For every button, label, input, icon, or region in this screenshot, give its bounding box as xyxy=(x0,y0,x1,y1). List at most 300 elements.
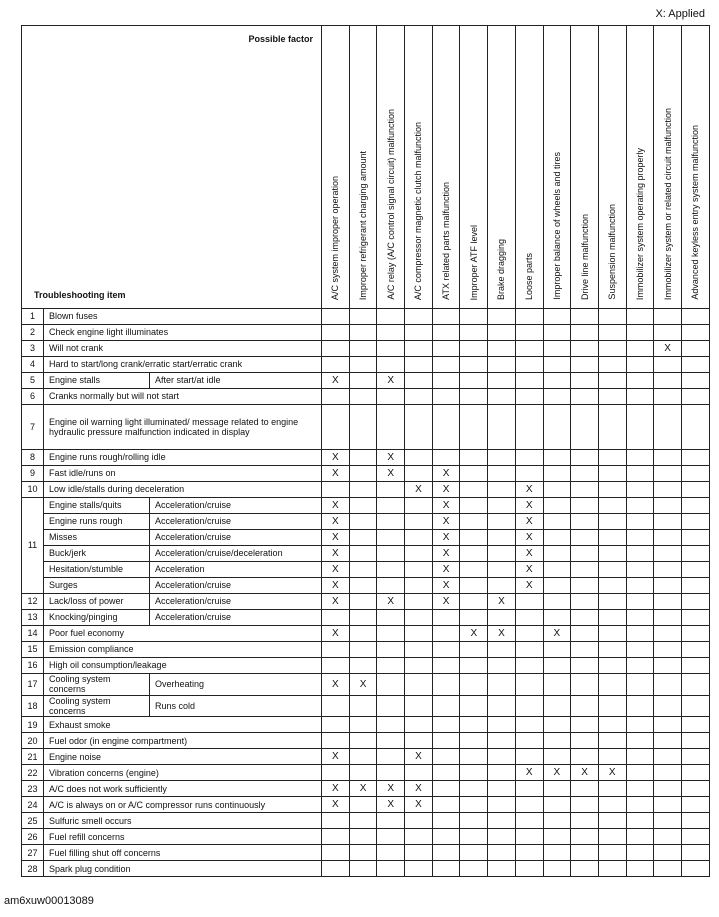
applied-cell xyxy=(626,530,654,546)
applied-cell xyxy=(571,530,599,546)
applied-cell xyxy=(571,450,599,466)
applied-cell xyxy=(322,466,350,482)
applied-cell xyxy=(488,373,516,389)
applied-mark: X xyxy=(525,515,533,527)
applied-cell xyxy=(488,450,516,466)
applied-mark: X xyxy=(442,499,450,511)
applied-cell xyxy=(460,482,488,498)
applied-cell xyxy=(626,749,654,765)
applied-cell xyxy=(571,498,599,514)
applied-mark: X xyxy=(525,579,533,591)
applied-cell xyxy=(515,642,543,658)
applied-cell xyxy=(432,765,460,781)
applied-mark: X xyxy=(332,627,339,639)
applied-cell xyxy=(377,373,405,389)
applied-cell xyxy=(349,498,377,514)
applied-cell xyxy=(626,562,654,578)
factor-label: Drive line malfunction xyxy=(579,213,590,300)
applied-cell xyxy=(405,578,433,594)
applied-cell xyxy=(681,797,709,813)
factor-label: Advanced keyless entry system malfunction xyxy=(690,125,701,300)
applied-cell xyxy=(681,733,709,749)
applied-cell xyxy=(322,717,350,733)
applied-cell xyxy=(543,695,571,717)
applied-cell xyxy=(377,498,405,514)
applied-mark: X xyxy=(332,531,339,543)
table-row xyxy=(22,498,710,514)
applied-cell xyxy=(377,674,405,696)
applied-cell xyxy=(654,861,682,877)
applied-mark: X xyxy=(553,627,561,639)
applied-cell xyxy=(322,749,350,765)
applied-cell xyxy=(349,466,377,482)
applied-mark: X xyxy=(387,451,395,463)
troubleshooting-item: Hesitation/stumble xyxy=(44,562,150,578)
applied-cell xyxy=(654,482,682,498)
applied-cell xyxy=(349,309,377,325)
applied-cell xyxy=(598,610,626,626)
applied-cell xyxy=(488,594,516,610)
applied-mark: X xyxy=(332,751,339,763)
applied-cell xyxy=(488,482,516,498)
applied-cell xyxy=(515,482,543,498)
applied-cell xyxy=(349,658,377,674)
applied-cell xyxy=(405,546,433,562)
factor-label: Improper ATF level xyxy=(468,224,479,300)
applied-cell xyxy=(405,765,433,781)
applied-cell xyxy=(432,610,460,626)
applied-cell xyxy=(626,610,654,626)
applied-cell xyxy=(598,450,626,466)
applied-cell xyxy=(460,325,488,341)
applied-cell xyxy=(405,797,433,813)
applied-mark: X xyxy=(415,783,422,795)
applied-cell xyxy=(571,845,599,861)
applied-cell xyxy=(598,626,626,642)
applied-cell xyxy=(488,797,516,813)
applied-cell xyxy=(515,658,543,674)
applied-cell xyxy=(377,749,405,765)
row-number: 17 xyxy=(22,674,44,696)
applied-cell xyxy=(681,642,709,658)
factor-label: A/C compressor magnetic clutch malfunction xyxy=(413,121,424,300)
applied-cell xyxy=(460,341,488,357)
item-condition: Acceleration/cruise xyxy=(150,514,322,530)
table-row xyxy=(22,610,710,626)
troubleshooting-item: Engine stalls/quits xyxy=(44,498,150,514)
applied-cell xyxy=(681,658,709,674)
applied-cell xyxy=(654,325,682,341)
applied-cell xyxy=(349,562,377,578)
applied-cell xyxy=(543,674,571,696)
applied-mark: X xyxy=(525,483,533,495)
applied-cell xyxy=(654,530,682,546)
row-number: 5 xyxy=(22,373,44,389)
applied-cell xyxy=(654,626,682,642)
applied-cell xyxy=(543,658,571,674)
applied-cell xyxy=(543,530,571,546)
applied-cell xyxy=(377,642,405,658)
factor-label: Improper balance of wheels and tires xyxy=(551,152,562,300)
applied-cell xyxy=(571,717,599,733)
applied-cell xyxy=(405,482,433,498)
factor-label: Improper refrigerant charging amount xyxy=(358,150,369,300)
row-number: 16 xyxy=(22,658,44,674)
applied-cell xyxy=(654,765,682,781)
item-condition: Overheating xyxy=(150,674,322,696)
applied-cell xyxy=(349,765,377,781)
applied-cell xyxy=(626,498,654,514)
applied-cell xyxy=(432,466,460,482)
applied-cell xyxy=(654,845,682,861)
row-number: 2 xyxy=(22,325,44,341)
applied-cell xyxy=(322,695,350,717)
applied-cell xyxy=(377,514,405,530)
applied-cell xyxy=(488,514,516,530)
applied-cell xyxy=(598,405,626,450)
applied-cell xyxy=(626,594,654,610)
applied-cell xyxy=(488,861,516,877)
applied-cell xyxy=(654,717,682,733)
applied-cell xyxy=(654,389,682,405)
applied-cell xyxy=(377,626,405,642)
applied-cell xyxy=(405,530,433,546)
applied-cell xyxy=(571,642,599,658)
applied-cell xyxy=(460,733,488,749)
factor-header-10 xyxy=(571,26,599,309)
applied-cell xyxy=(405,450,433,466)
applied-mark: X xyxy=(442,563,450,575)
applied-cell xyxy=(349,325,377,341)
applied-cell xyxy=(598,674,626,696)
table-row xyxy=(22,765,710,781)
troubleshooting-item: Emission compliance xyxy=(44,642,322,658)
applied-cell xyxy=(349,829,377,845)
applied-cell xyxy=(681,861,709,877)
table-row xyxy=(22,813,710,829)
applied-cell xyxy=(598,482,626,498)
troubleshooting-item: Buck/jerk xyxy=(44,546,150,562)
applied-cell xyxy=(349,514,377,530)
applied-cell xyxy=(322,405,350,450)
applied-cell xyxy=(598,813,626,829)
applied-cell xyxy=(460,813,488,829)
applied-mark: X xyxy=(332,579,339,591)
applied-cell xyxy=(598,594,626,610)
applied-cell xyxy=(405,749,433,765)
applied-mark: X xyxy=(332,595,339,607)
applied-cell xyxy=(598,341,626,357)
applied-cell xyxy=(432,309,460,325)
troubleshooting-item: Exhaust smoke xyxy=(44,717,322,733)
applied-cell xyxy=(349,781,377,797)
applied-cell xyxy=(377,530,405,546)
applied-cell xyxy=(405,373,433,389)
applied-cell xyxy=(543,466,571,482)
applied-cell xyxy=(626,642,654,658)
table-row xyxy=(22,562,710,578)
factor-label: Immobilizer system or related circuit malfunction xyxy=(662,107,673,300)
applied-mark: X xyxy=(581,767,588,779)
applied-mark: X xyxy=(664,342,671,354)
item-condition: After start/at idle xyxy=(150,373,322,389)
applied-cell xyxy=(460,466,488,482)
table-row xyxy=(22,594,710,610)
applied-cell xyxy=(626,861,654,877)
applied-cell xyxy=(432,325,460,341)
applied-cell xyxy=(460,562,488,578)
applied-cell xyxy=(322,389,350,405)
applied-cell xyxy=(432,450,460,466)
table-row xyxy=(22,781,710,797)
applied-cell xyxy=(405,514,433,530)
applied-mark: X xyxy=(332,515,339,527)
matrix-body xyxy=(22,309,710,877)
applied-cell xyxy=(349,357,377,373)
applied-cell xyxy=(322,498,350,514)
applied-cell xyxy=(322,733,350,749)
applied-cell xyxy=(488,749,516,765)
applied-cell xyxy=(654,405,682,450)
applied-cell xyxy=(405,626,433,642)
table-row xyxy=(22,674,710,696)
applied-mark: X xyxy=(332,563,339,575)
troubleshooting-item: Engine runs rough/rolling idle xyxy=(44,450,322,466)
row-number: 7 xyxy=(22,405,44,450)
applied-cell xyxy=(349,482,377,498)
applied-cell xyxy=(626,482,654,498)
applied-mark: X xyxy=(608,767,616,779)
applied-cell xyxy=(405,674,433,696)
applied-mark: X xyxy=(332,547,339,559)
applied-cell xyxy=(654,674,682,696)
applied-cell xyxy=(515,845,543,861)
applied-cell xyxy=(571,594,599,610)
applied-mark: X xyxy=(415,483,422,495)
applied-cell xyxy=(626,466,654,482)
item-condition: Runs cold xyxy=(150,695,322,717)
row-number: 27 xyxy=(22,845,44,861)
table-row xyxy=(22,530,710,546)
applied-cell xyxy=(654,781,682,797)
applied-cell xyxy=(598,325,626,341)
applied-cell xyxy=(515,357,543,373)
table-row xyxy=(22,309,710,325)
applied-cell xyxy=(626,405,654,450)
applied-cell xyxy=(515,610,543,626)
applied-cell xyxy=(515,466,543,482)
troubleshooting-item: Poor fuel economy xyxy=(44,626,322,642)
troubleshooting-item: Check engine light illuminates xyxy=(44,325,322,341)
applied-cell xyxy=(515,861,543,877)
applied-cell xyxy=(405,733,433,749)
applied-cell xyxy=(681,626,709,642)
applied-cell xyxy=(598,357,626,373)
applied-cell xyxy=(377,765,405,781)
applied-cell xyxy=(543,765,571,781)
applied-cell xyxy=(322,450,350,466)
applied-cell xyxy=(654,578,682,594)
troubleshooting-matrix xyxy=(21,25,710,877)
applied-cell xyxy=(515,325,543,341)
factor-header-2 xyxy=(349,26,377,309)
applied-cell xyxy=(598,797,626,813)
row-number: 18 xyxy=(22,695,44,717)
applied-cell xyxy=(654,594,682,610)
applied-cell xyxy=(488,325,516,341)
table-row xyxy=(22,405,710,450)
applied-cell xyxy=(654,498,682,514)
row-number: 24 xyxy=(22,797,44,813)
applied-cell xyxy=(681,309,709,325)
table-row xyxy=(22,845,710,861)
applied-cell xyxy=(349,405,377,450)
applied-cell xyxy=(460,514,488,530)
applied-cell xyxy=(377,309,405,325)
applied-cell xyxy=(322,357,350,373)
applied-cell xyxy=(571,546,599,562)
applied-cell xyxy=(322,562,350,578)
applied-cell xyxy=(681,845,709,861)
applied-cell xyxy=(571,466,599,482)
applied-mark: X xyxy=(332,499,339,511)
applied-mark: X xyxy=(525,499,533,511)
applied-cell xyxy=(598,658,626,674)
row-number: 9 xyxy=(22,466,44,482)
applied-cell xyxy=(626,695,654,717)
row-number: 22 xyxy=(22,765,44,781)
applied-cell xyxy=(626,733,654,749)
applied-cell xyxy=(515,797,543,813)
item-condition: Acceleration/cruise xyxy=(150,594,322,610)
applied-cell xyxy=(349,373,377,389)
applied-cell xyxy=(543,357,571,373)
factor-header-5 xyxy=(432,26,460,309)
applied-cell xyxy=(571,829,599,845)
applied-cell xyxy=(405,325,433,341)
applied-cell xyxy=(377,594,405,610)
applied-cell xyxy=(322,658,350,674)
applied-cell xyxy=(432,829,460,845)
troubleshooting-item-label: Troubleshooting item xyxy=(34,290,126,300)
applied-cell xyxy=(571,357,599,373)
applied-cell xyxy=(681,325,709,341)
applied-cell xyxy=(488,717,516,733)
applied-cell xyxy=(377,658,405,674)
factor-header-13 xyxy=(654,26,682,309)
applied-cell xyxy=(432,578,460,594)
applied-cell xyxy=(432,658,460,674)
applied-cell xyxy=(349,610,377,626)
applied-cell xyxy=(460,405,488,450)
applied-cell xyxy=(432,717,460,733)
applied-cell xyxy=(654,749,682,765)
applied-cell xyxy=(460,546,488,562)
applied-cell xyxy=(571,514,599,530)
applied-cell xyxy=(405,341,433,357)
applied-cell xyxy=(460,845,488,861)
applied-cell xyxy=(626,813,654,829)
applied-cell xyxy=(626,389,654,405)
troubleshooting-item: Engine runs rough xyxy=(44,514,150,530)
applied-cell xyxy=(432,530,460,546)
table-row xyxy=(22,797,710,813)
applied-cell xyxy=(349,578,377,594)
applied-cell xyxy=(488,546,516,562)
applied-cell xyxy=(515,389,543,405)
applied-cell xyxy=(460,674,488,696)
applied-cell xyxy=(349,717,377,733)
factor-header-8 xyxy=(515,26,543,309)
applied-cell xyxy=(681,482,709,498)
applied-cell xyxy=(571,562,599,578)
troubleshooting-item: Low idle/stalls during deceleration xyxy=(44,482,322,498)
applied-cell xyxy=(598,695,626,717)
applied-cell xyxy=(322,482,350,498)
applied-cell xyxy=(377,717,405,733)
applied-cell xyxy=(598,861,626,877)
table-row xyxy=(22,357,710,373)
applied-cell xyxy=(571,389,599,405)
applied-cell xyxy=(460,749,488,765)
factor-label: Loose parts xyxy=(524,252,535,300)
applied-cell xyxy=(681,829,709,845)
troubleshooting-item: Engine noise xyxy=(44,749,322,765)
applied-cell xyxy=(377,325,405,341)
applied-cell xyxy=(349,695,377,717)
applied-cell xyxy=(654,813,682,829)
applied-cell xyxy=(377,695,405,717)
applied-mark: X xyxy=(415,751,422,763)
applied-mark: X xyxy=(359,678,367,690)
applied-cell xyxy=(571,861,599,877)
row-number: 4 xyxy=(22,357,44,373)
table-row xyxy=(22,325,710,341)
applied-cell xyxy=(322,861,350,877)
applied-cell xyxy=(377,813,405,829)
row-number: 19 xyxy=(22,717,44,733)
applied-cell xyxy=(432,674,460,696)
applied-cell xyxy=(543,733,571,749)
applied-cell xyxy=(543,642,571,658)
applied-cell xyxy=(626,309,654,325)
applied-cell xyxy=(681,749,709,765)
applied-cell xyxy=(432,341,460,357)
applied-cell xyxy=(598,829,626,845)
applied-cell xyxy=(515,498,543,514)
applied-cell xyxy=(460,658,488,674)
applied-cell xyxy=(488,733,516,749)
applied-cell xyxy=(322,674,350,696)
row-number: 14 xyxy=(22,626,44,642)
applied-cell xyxy=(377,405,405,450)
applied-cell xyxy=(432,626,460,642)
applied-cell xyxy=(626,325,654,341)
applied-cell xyxy=(571,695,599,717)
applied-cell xyxy=(515,450,543,466)
applied-cell xyxy=(681,389,709,405)
applied-mark: X xyxy=(525,767,533,779)
applied-cell xyxy=(488,578,516,594)
applied-cell xyxy=(377,578,405,594)
factor-label: Suspension malfunction xyxy=(607,204,618,300)
applied-cell xyxy=(654,546,682,562)
applied-cell xyxy=(377,389,405,405)
item-condition: Acceleration/cruise/deceleration xyxy=(150,546,322,562)
item-condition: Acceleration/cruise xyxy=(150,610,322,626)
applied-cell xyxy=(543,482,571,498)
applied-cell xyxy=(654,514,682,530)
